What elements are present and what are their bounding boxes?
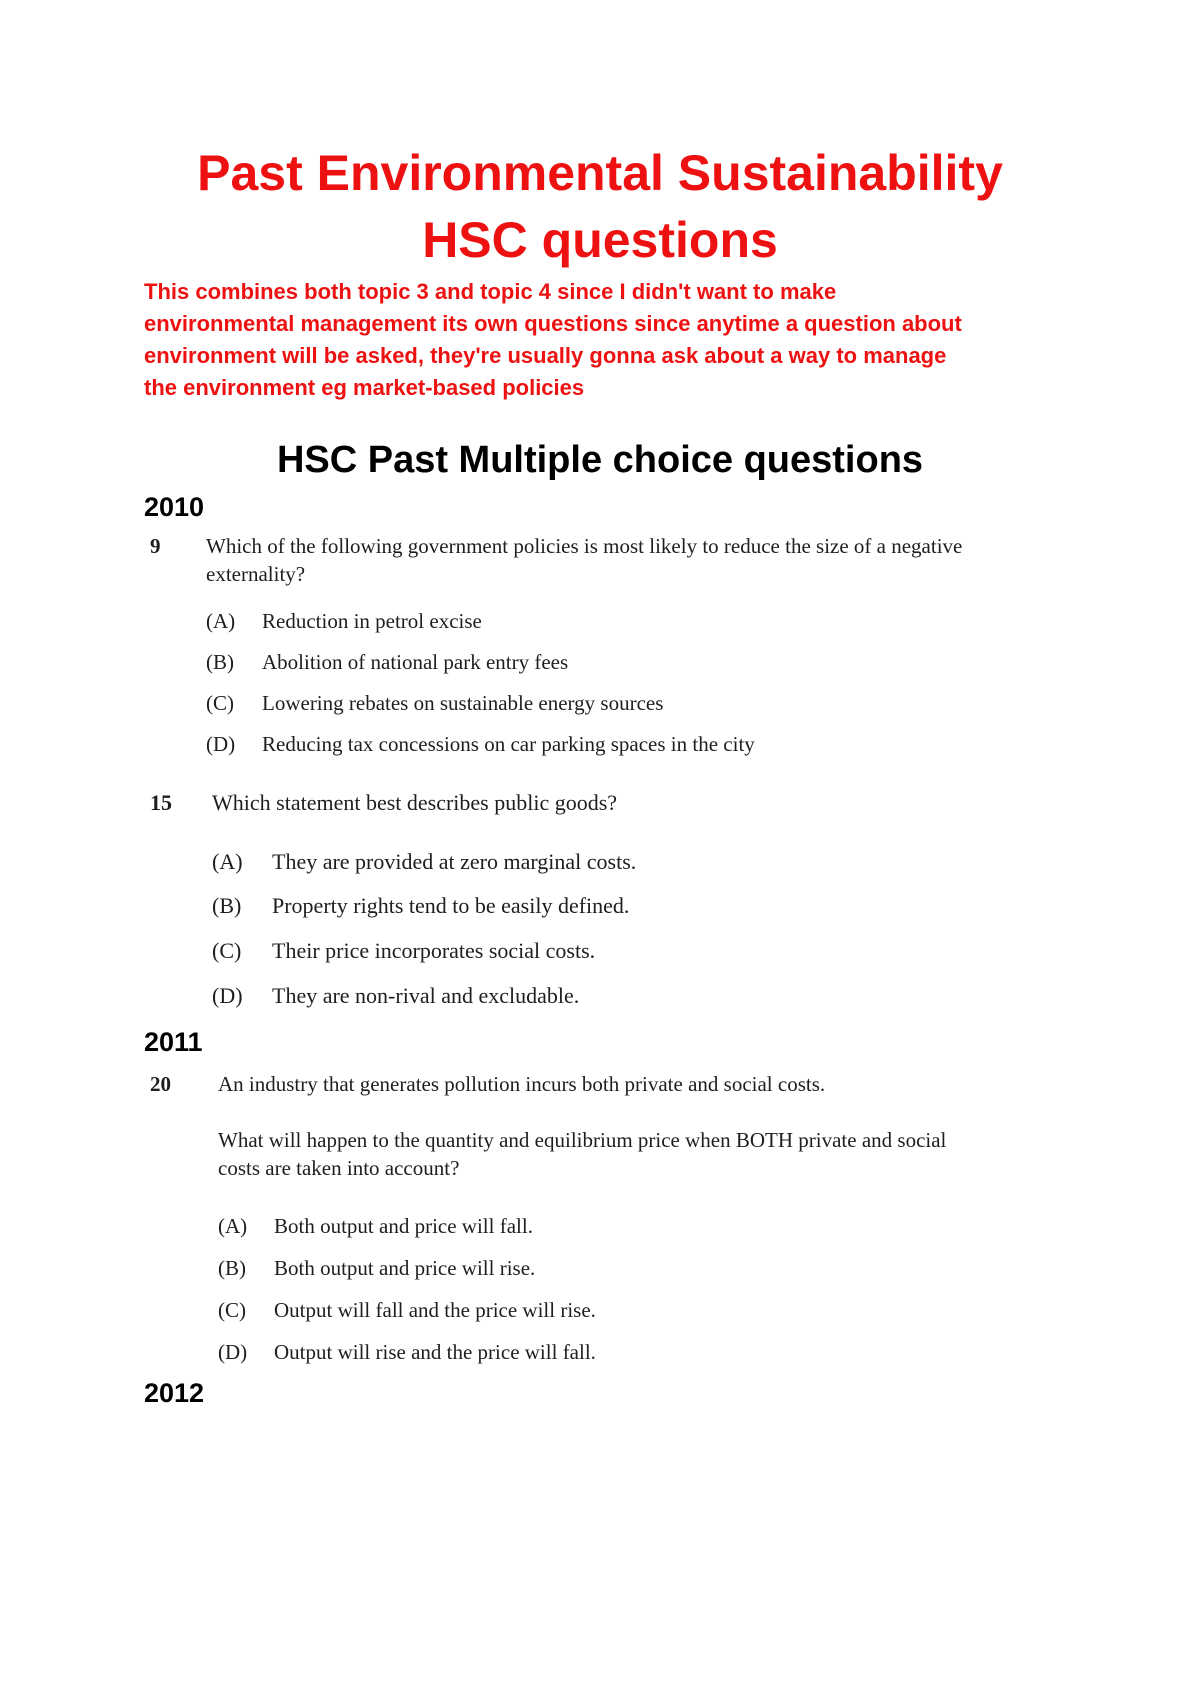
page-title-line-1 — [0, 140, 1200, 206]
question-stem — [212, 788, 617, 818]
question-number: 20 — [150, 1072, 171, 1096]
year-heading-2010: 2010 — [144, 492, 205, 522]
intro-line: environmental management its own questions since anytime a question about — [144, 311, 962, 336]
option-text: They are non-rival and excludable. — [272, 983, 580, 1008]
question-number: 9 — [150, 534, 161, 558]
option-text: Abolition of national park entry fees — [262, 650, 569, 674]
option-letter: (C) — [212, 938, 242, 963]
option-letter: (B) — [206, 650, 234, 674]
option-text: Reducing tax concessions on car parking spaces in the city — [262, 732, 755, 756]
year-heading-2011: 2011 — [144, 1027, 203, 1057]
stem-line: Which of the following government policies is most likely to reduce the size of a negative — [206, 534, 963, 558]
year-heading-2012: 2012 — [144, 1378, 205, 1408]
option-text: Output will fall and the price will rise. — [274, 1298, 596, 1322]
option-letter: (C) — [218, 1298, 246, 1322]
option-letter: (B) — [218, 1256, 246, 1280]
option-text: Reduction in petrol excise — [262, 609, 482, 633]
option-text: Property rights tend to be easily defined. — [272, 893, 630, 918]
stem-line: externality? — [206, 562, 306, 586]
question-9 — [150, 532, 1050, 772]
intro-line: environment will be asked, they're usually gonna ask about a way to manage — [144, 343, 947, 368]
page-title-line-2 — [0, 207, 1200, 273]
title-text-2: HSC questions — [422, 212, 778, 268]
stem-line: What will happen to the quantity and equilibrium price when BOTH private and social — [218, 1128, 947, 1152]
option-text: Both output and price will rise. — [274, 1256, 536, 1280]
question-stem — [218, 1070, 825, 1098]
stem-line: An industry that generates pollution incurs both private and social costs. — [218, 1072, 826, 1096]
option-letter: (B) — [212, 893, 242, 918]
option-text: Their price incorporates social costs. — [272, 938, 596, 963]
stem-line: costs are taken into account? — [218, 1156, 460, 1180]
question-15 — [150, 788, 1050, 1018]
option-text: Lowering rebates on sustainable energy sources — [262, 691, 664, 715]
option-text: Output will rise and the price will fall. — [274, 1340, 596, 1364]
option-letter: (A) — [212, 849, 243, 874]
title-text-1: Past Environmental Sustainability — [197, 145, 1003, 201]
stem-line: Which statement best describes public goods? — [212, 790, 618, 815]
intro-line: This combines both topic 3 and topic 4 since I didn't want to make — [144, 279, 837, 304]
question-stem — [206, 532, 962, 588]
option-letter: (A) — [206, 609, 236, 633]
option-letter: (D) — [206, 732, 236, 756]
option-letter: (D) — [212, 983, 243, 1008]
option-text: Both output and price will fall. — [274, 1214, 533, 1238]
intro-line: the environment eg market-based policies — [144, 375, 585, 400]
question-20 — [150, 1070, 1070, 1370]
question-number: 15 — [150, 790, 172, 815]
option-letter: (C) — [206, 691, 234, 715]
question-stem-secondary — [218, 1126, 946, 1182]
option-letter: (A) — [218, 1214, 248, 1238]
option-letter: (D) — [218, 1340, 248, 1364]
option-text: They are provided at zero marginal costs. — [272, 849, 637, 874]
intro-paragraph — [144, 276, 1084, 404]
section-heading: HSC Past Multiple choice questions — [276, 439, 924, 481]
